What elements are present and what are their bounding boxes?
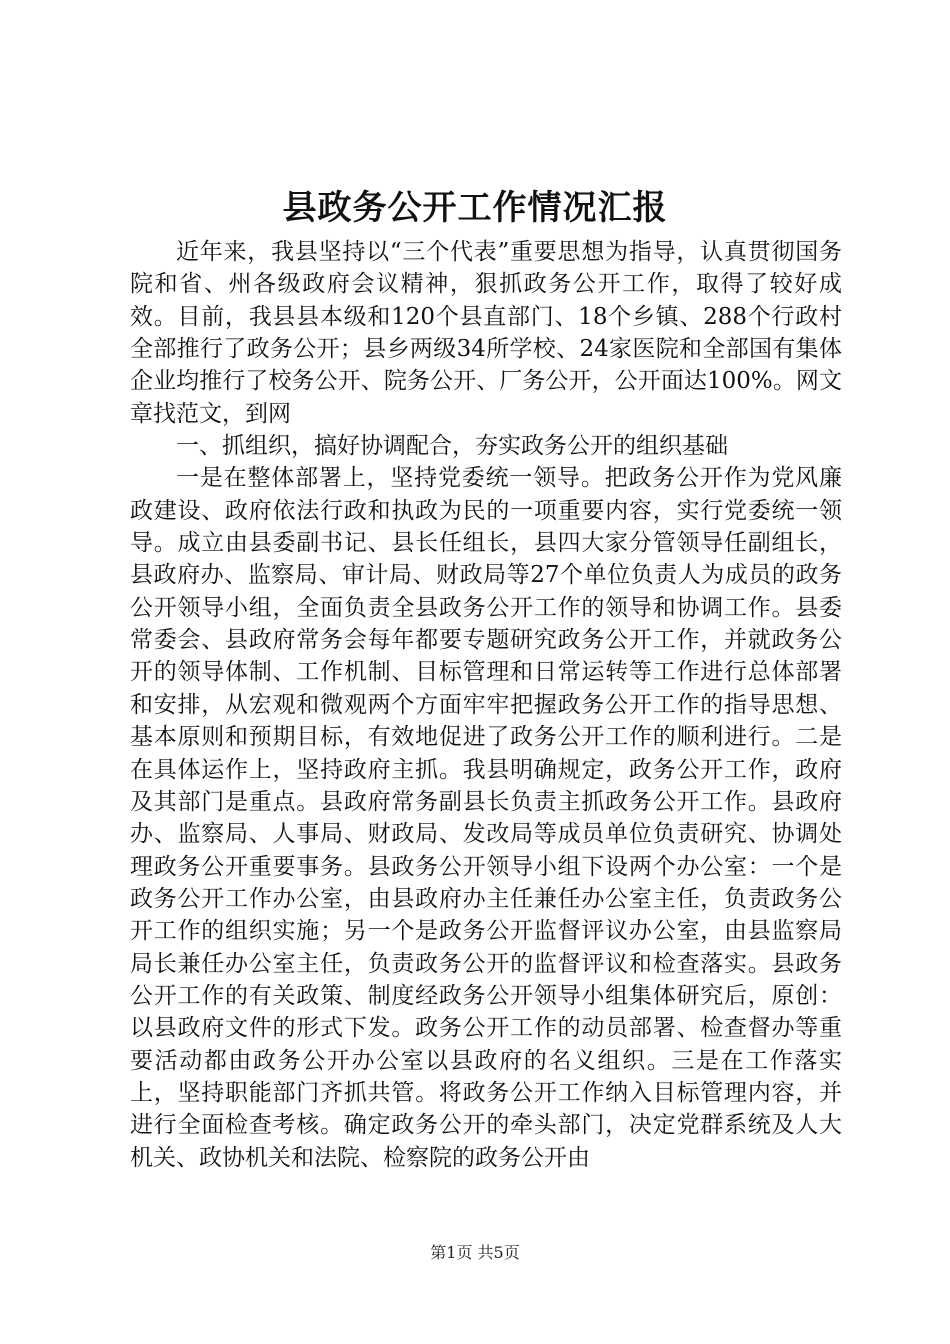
document-body: [130, 236, 842, 1174]
document-title: 县政务公开工作情况汇报: [282, 188, 668, 228]
page-number-footer: 第1页 共5页: [430, 1243, 520, 1262]
paragraph-section-1: 一是在整体部署上，坚持党委统一领导。把政务公开作为党风廉政建设、政府依法行政和执政为民的一项重要内容，实行党委统一领导。成立由县委副书记、县长任组长，县四大家分管领导任副组长，县政府办、监察局、审计局、财政局等27个单位负责人为成员的政务公开领导小组，全面负责全县政务公开工作的领导和协调工作。县委常委会、县政府常务会每年都要专题研究政务公开工作，并就政务公开的领导体制、工作机制、目标管理和日常运转等工作进行总体部署和安排，从宏观和微观两个方面牢牢把握政务公开工作的指导思想、基本原则和预期目标，有效地促进了政务公开工作的顺利进行。二是在具体运作上，坚持政府主抓。我县明确规定，政务公开工作，政府及其部门是重点。县政府常务副县长负责主抓政务公开工作。县政府办、监察局、人事局、财政局、发改局等成员单位负责研究、协调处理政务公开重要事务。县政务公开领导小组下设两个办公室：一个是政务公开工作办公室，由县政府办主任兼任办公室主任，负责政务公开工作的组织实施；另一个是政务公开监督评议办公室，由县监察局局长兼任办公室主任，负责政务公开的监督评议和检查落实。县政务公开工作的有关政策、制度经政务公开领导小组集体研究后，原创：以县政府文件的形式下发。政务公开工作的动员部署、检查督办等重要活动都由政务公开办公室以县政府的名义组织。三是在工作落实上，坚持职能部门齐抓共管。将政务公开工作纳入目标管理内容，并进行全面检查考核。确定政务公开的牵头部门，决定党群系统及人大机关、政协机关和法院、检察院的政务公开由: [130, 465, 842, 1171]
section-heading-1: 一、抓组织，搞好协调配合，夯实政务公开的组织基础: [176, 433, 728, 460]
paragraph-intro: 近年来，我县坚持以“三个代表”重要思想为指导，认真贯彻国务院和省、州各级政府会议精神，狠抓政务公开工作，取得了较好成效。目前，我县县本级和120个县直部门、18个乡镇、288个行政村全部推行了政务公开；县乡两级34所学校、24家医院和全部国有集体企业均推行了校务公开、院务公开、厂务公开，公开面达100%。网文章找范文，到网: [130, 239, 842, 427]
